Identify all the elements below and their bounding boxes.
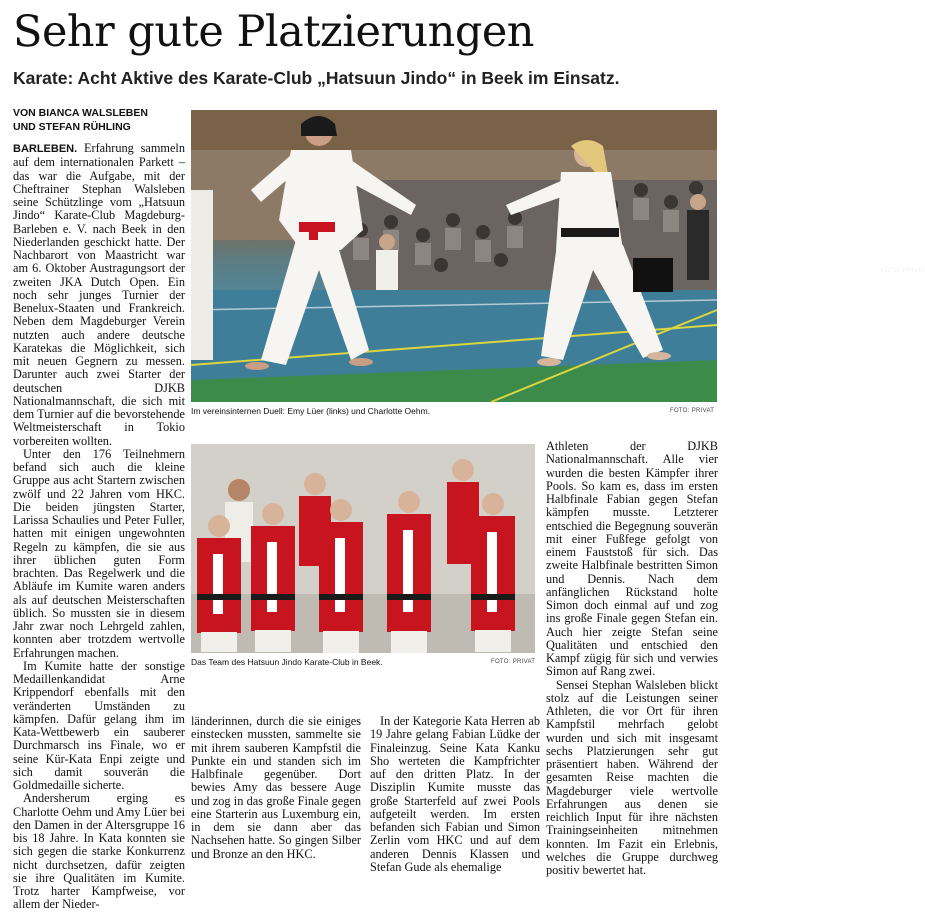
- article-column-4: [546, 440, 718, 877]
- paragraph-1: [13, 142, 185, 448]
- article-column-1: [13, 142, 185, 912]
- photo-kumite-duel-image: [191, 110, 717, 402]
- photo-team: [191, 444, 535, 653]
- photo-team-image: [191, 444, 535, 653]
- photo1-credit: FOTO: PRIVAT: [670, 408, 715, 414]
- photo1-overlay-credit: FOTO: PRIVAT: [881, 268, 925, 274]
- paragraph-2: Unter den 176 Teilnehmern befand sich auch die kleine Gruppe aus acht Startern zwischen zwölf und 22 Jahren vom HKC. Die beiden jüngsten Starter, Larissa Schaulies und Peter Fuller, hatten mit einigen ungewohnten Regeln zu kämpfen, die sie aus ihrer üblichen guten Form brachten. Das Regelwerk und die Abläufe im Kumite waren anders als auf deutschen Meisterschaften üblich. So mussten sie in diesem Jahr zwar noch Lehrgeld zahlen, konnten aber trotzdem wertvolle Erfahrungen machen.: [13, 446, 185, 660]
- photo-kumite-duel: [191, 110, 925, 402]
- headline: Sehr gute Platzierungen: [13, 7, 535, 57]
- dateline: BARLEBEN.: [13, 143, 78, 155]
- paragraph-6: In der Kategorie Kata Herren ab 19 Jahre gelang Fabian Lüdke der Finaleinzug. Seine Kata Kanku Sho werteten die Kampfrichter auf den dritten Platz. In der Disziplin Kumite musste das große Starterfeld auf zwei Pools aufgeteilt werden. Im ersten befanden sich Fabian und Simon Zerlin vom HKC und auf dem anderen Dennis Klassen und Stefan Gude als ehemalige: [370, 714, 540, 874]
- byline-author-1: VON BIANCA WALSLEBEN: [13, 107, 148, 119]
- paragraph-5: länderinnen, durch die sie einiges einstecken mussten, sammelte sie mit ihrem sauberen Kampfstil die Punkte ein und standen sich im Halbfinale gegenüber. Dort bewies Amy das bessere Auge und zog in das große Finale gegen eine Starterin aus Luxemburg ein, in dem sie dann aber das Nachsehen hatte. So gingen Silber und Bronze an den HKC.: [191, 714, 361, 861]
- paragraph-7: Athleten der DJKB Nationalmannschaft. Alle vier wurden die besten Kämpfer ihrer Pools. So kam es, dass im ersten Halbfinale Fabian gegen Stefan kämpfen musste. Letzterer entschied die Begegnung souverän mit einer Fußfege gefolgt von einem Fauststoß für sich. Das zweite Halbfinale bestritten Simon und Dennis. Nach dem anfänglichen Rückstand holte Simon doch einmal auf und zog ins große Finale gegen Stefan ein. Auch hier zeigte Stefan seine Qualitäten und entschied den Kampf zügig für sich und verwies Simon auf Rang zwei.: [546, 439, 718, 679]
- photo2-credit: FOTO: PRIVAT: [491, 659, 536, 665]
- article-column-2: [191, 715, 361, 861]
- subheadline: Karate: Acht Aktive des Karate-Club „Hatsuun Jindo“ in Beek im Einsatz.: [13, 68, 620, 88]
- byline-author-2: UND STEFAN RÜHLING: [13, 120, 131, 133]
- paragraph-3: Im Kumite hatte der sonstige Medaillenkandidat Arne Krippendorf ebenfalls mit den veränderten Umständen zu kämpfen. Dafür gelang ihm im Kata-Wettbewerb ein sauberer Durchmarsch ins Finale, wo er seine Kür-Kata Enpi zeigte und sich damit souverän die Goldmedaille sicherte.: [13, 658, 185, 792]
- paragraph-8: Sensei Stephan Walsleben blickt stolz auf die Leistungen seiner Athleten, die vor Ort für ihren Kampfstil mehrfach gelobt wurden und sich mit insgesamt sechs Platzierungen sehr gut präsentiert haben. Während der gesamten Reise machten die Magdeburger viele wertvolle Erfahrungen aus denen sie reichlich Input für ihre nächsten Trainingseinheiten mitnehmen konnten. Im Fazit ein Erlebnis, welches die Gruppe durchweg positiv bewertet hat.: [546, 677, 718, 877]
- article-column-3: [370, 715, 540, 874]
- paragraph-1-text: Erfahrung sammeln auf dem internationalen Parkett – das war die Aufgabe, mit der Cheftrainer Stephan Walsleben seine Schützlinge vom „Hatsuun Jindo“ Karate-Club Magdeburg-Barleben e. V. nach Beek in den Niederlanden geschickt hatte. Der Nachbarort von Maastricht war am 6. Oktober Austragungsort der zweiten JKA Dutch Open. Ein noch sehr junges Turnier der Benelux-Staaten und Frankreich. Neben dem Magdeburger Verein nutzten auch andere deutsche Karatekas die Möglichkeit, sich mit neuen Gegnern zu messen. Darunter auch zwei Starter der deutschen DJKB Nationalmannschaft, die sich mit dem Turnier auf die bevorstehende Weltmeisterschaft in Tokio vorbereiten wollten.: [13, 141, 185, 448]
- photo1-caption: Im vereinsinternen Duell: Emy Lüer (links) und Charlotte Oehm.: [191, 406, 431, 416]
- paragraph-4: Andersherum erging es Charlotte Oehm und Amy Lüer bei den Damen in der Altersgruppe 16 bis 18 Jahre. In Kata konnten sie sich gegen die starke Konkurrenz nicht durchsetzen, dafür zeigten sie ihre Qualitäten im Kumite. Trotz harter Kampfweise, vor allem der Nieder-: [13, 791, 185, 912]
- photo2-caption: Das Team des Hatsuun Jindo Karate-Club in Beek.: [191, 657, 383, 667]
- byline: [13, 107, 188, 134]
